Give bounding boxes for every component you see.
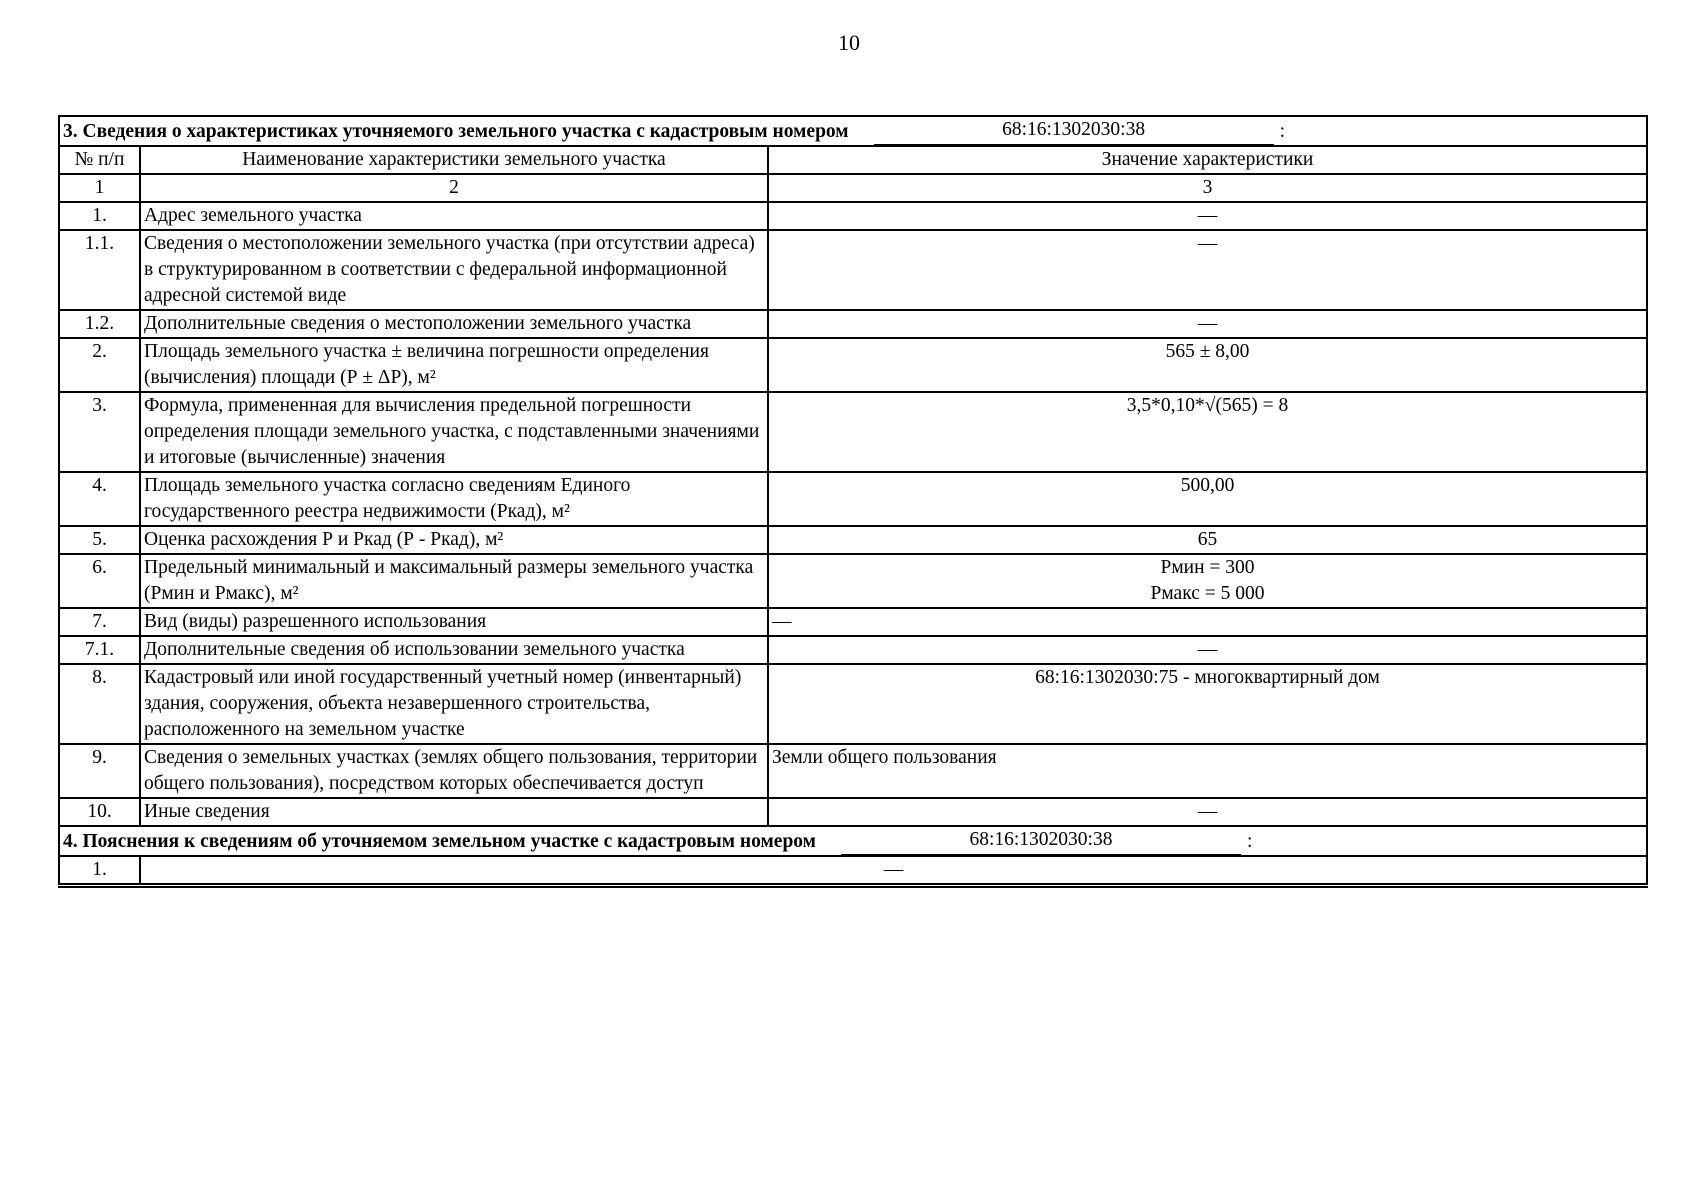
section-3-colon: :: [1279, 121, 1286, 142]
section-4-colon: :: [1246, 831, 1253, 852]
table-row: [59, 338, 1647, 392]
row-value: 565 ± 8,00: [768, 338, 1647, 392]
row-value: [768, 554, 1647, 608]
row-number: 7.: [59, 608, 140, 636]
row-value: Земли общего пользования: [768, 744, 1647, 798]
row-number: 9.: [59, 744, 140, 798]
column-number-2: 2: [140, 174, 768, 202]
row-characteristic: Адрес земельного участка: [140, 202, 768, 230]
section-4-row: [59, 856, 1647, 886]
section-4-title: 4. Пояснения к сведениям об уточняемом земельном участке с кадастровым номером: [63, 831, 816, 852]
row-value: 3,5*0,10*√(565) = 8: [768, 392, 1647, 472]
row-characteristic: Дополнительные сведения об использовании земельного участка: [140, 636, 768, 664]
page-number: 10: [838, 30, 860, 55]
row-characteristic: Сведения о местоположении земельного участка (при отсутствии адреса) в структурированном в соответствии с федеральной информационной адресной системой виде: [140, 230, 768, 310]
column-header-num: № п/п: [59, 146, 140, 174]
row-number: 5.: [59, 526, 140, 554]
column-number-row: [59, 174, 1647, 202]
row-number: 1.1.: [59, 230, 140, 310]
section-4-header-cell: [59, 826, 1647, 856]
row-characteristic: Оценка расхождения Р и Ркад (Р - Ркад), м²: [140, 526, 768, 554]
section-4-header-row: [59, 826, 1647, 856]
row-number: 8.: [59, 664, 140, 744]
row-characteristic: Вид (виды) разрешенного использования: [140, 608, 768, 636]
column-header-name: Наименование характеристики земельного участка: [140, 146, 768, 174]
column-number-3: 3: [768, 174, 1647, 202]
table-row: [59, 526, 1647, 554]
table-row: [59, 798, 1647, 826]
table-row: [59, 744, 1647, 798]
row-number: 2.: [59, 338, 140, 392]
row-number: 6.: [59, 554, 140, 608]
section-3-cadastral-number: 68:16:1302030:38: [874, 117, 1274, 145]
row-number: 7.1.: [59, 636, 140, 664]
row-value: —: [768, 608, 1647, 636]
row-number: 1.: [59, 856, 140, 886]
table-row: [59, 554, 1647, 608]
row-characteristic: Иные сведения: [140, 798, 768, 826]
row-value: —: [768, 636, 1647, 664]
table-row: [59, 202, 1647, 230]
row-number: 1.2.: [59, 310, 140, 338]
row-value: 68:16:1302030:75 - многоквартирный дом: [768, 664, 1647, 744]
column-header-row: [59, 146, 1647, 174]
table-row: [59, 608, 1647, 636]
row-value: 65: [768, 526, 1647, 554]
row-characteristic: Площадь земельного участка согласно сведениям Единого государственного реестра недвижимости (Ркад), м²: [140, 472, 768, 526]
table-row: [59, 664, 1647, 744]
column-header-value: Значение характеристики: [768, 146, 1647, 174]
row-value: —: [768, 202, 1647, 230]
row-value: —: [768, 798, 1647, 826]
table-row: [59, 392, 1647, 472]
table-row: [59, 472, 1647, 526]
section-3-header-row: [59, 116, 1647, 146]
row-characteristic: Площадь земельного участка ± величина погрешности определения (вычисления) площади (Р ± ΔР), м²: [140, 338, 768, 392]
row-characteristic: Дополнительные сведения о местоположении земельного участка: [140, 310, 768, 338]
section-3-title: 3. Сведения о характеристиках уточняемого земельного участка с кадастровым номером: [63, 121, 849, 142]
table-row: [59, 310, 1647, 338]
section-3-header-cell: [59, 116, 1647, 146]
row-characteristic: Предельный минимальный и максимальный размеры земельного участка (Рмин и Рмакс), м²: [140, 554, 768, 608]
table-row: [59, 636, 1647, 664]
row-characteristic: Формула, примененная для вычисления предельной погрешности определения площади земельного участка, с подставленными значениями и итоговые (вычисленные) значения: [140, 392, 768, 472]
row-characteristic: Кадастровый или иной государственный учетный номер (инвентарный) здания, сооружения, объекта незавершенного строительства, расположенного на земельном участке: [140, 664, 768, 744]
row-number: 3.: [59, 392, 140, 472]
column-number-1: 1: [59, 174, 140, 202]
row-value-min: Рмин = 300: [1160, 557, 1255, 578]
table-row: [59, 230, 1647, 310]
row-value: —: [140, 856, 1647, 886]
section-4-cadastral-number: 68:16:1302030:38: [841, 827, 1241, 855]
row-value: —: [768, 310, 1647, 338]
row-value-max: Рмакс = 5 000: [1150, 583, 1265, 604]
land-plot-characteristics-table: [58, 115, 1648, 888]
row-number: 10.: [59, 798, 140, 826]
row-value: —: [768, 230, 1647, 310]
row-characteristic: Сведения о земельных участках (землях общего пользования, территории общего пользования), посредством которых обеспечивается доступ: [140, 744, 768, 798]
row-value: 500,00: [768, 472, 1647, 526]
row-number: 4.: [59, 472, 140, 526]
row-number: 1.: [59, 202, 140, 230]
